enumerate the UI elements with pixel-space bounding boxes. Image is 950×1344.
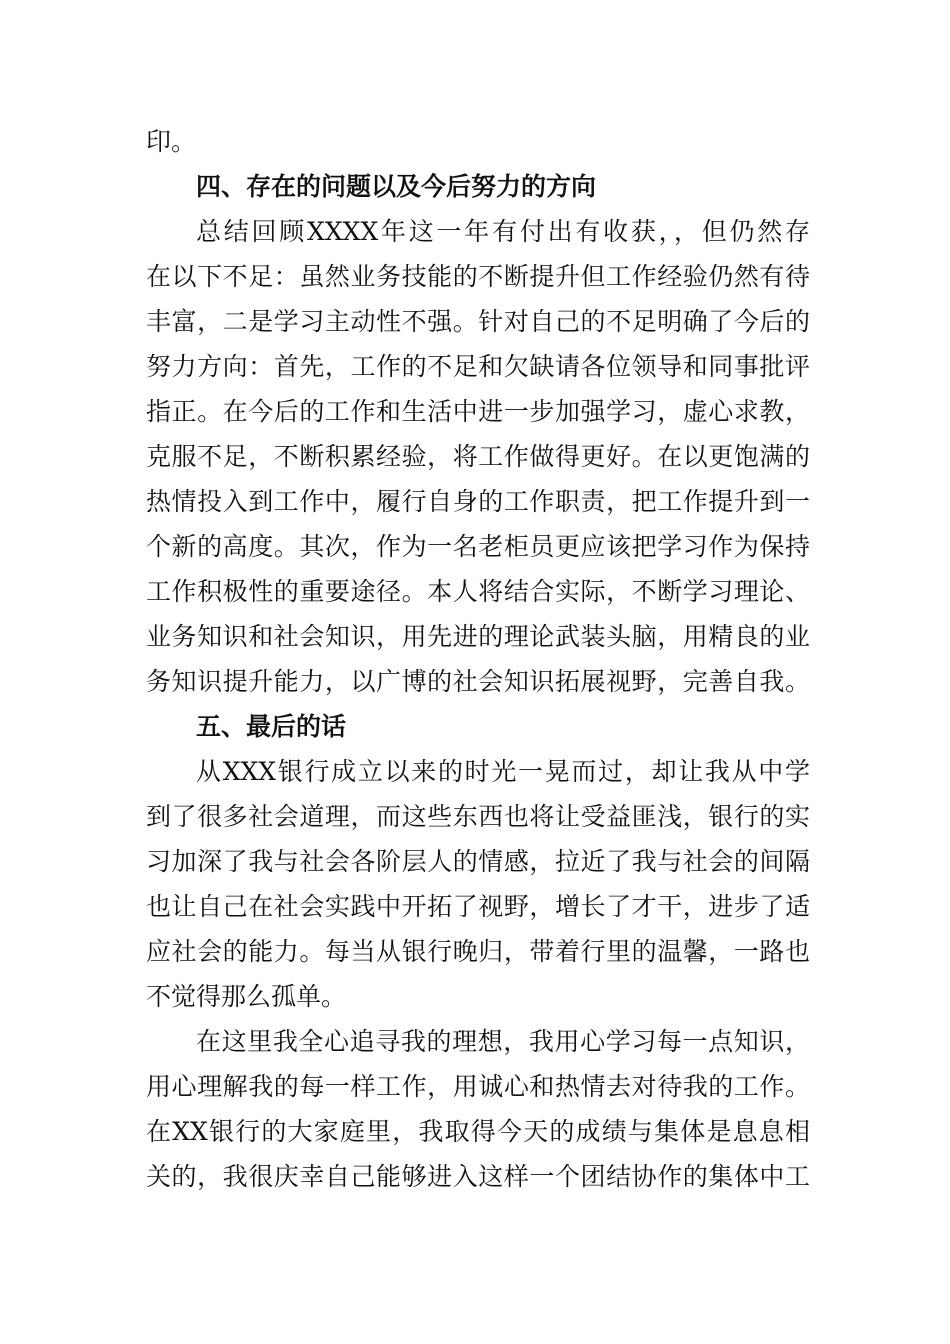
paragraph-line: 也让自己在社会实践中开拓了视野，增长了才干，进步了适 [146,892,810,921]
paragraph-line: 在XX银行的大家庭里，我取得今天的成绩与集体是息息相 [146,1117,810,1146]
section-heading-final-words: 五、最后的话 [196,712,347,741]
paragraph-line: 用心理解我的每一样工作，用诚心和热情去对待我的工作。 [146,1072,810,1101]
paragraph-line: 务知识提升能力，以广博的社会知识拓展视野，完善自我。 [146,667,810,696]
paragraph-line: 习加深了我与社会各阶层人的情感，拉近了我与社会的间隔 [146,847,810,876]
paragraph-line: 到了很多社会道理，而这些东西也将让受益匪浅，银行的实 [146,802,810,831]
paragraph-line: 个新的高度。其次，作为一名老柜员更应该把学习作为保持 [146,532,810,561]
paragraph-line: 应社会的能力。每当从银行晚归，带着行里的温馨，一路也 [146,937,810,966]
section-heading-problems: 四、存在的问题以及今后努力的方向 [196,172,597,201]
paragraph-line: 指正。在今后的工作和生活中进一步加强学习，虚心求教， [146,397,810,426]
paragraph-line: 工作积极性的重要途径。本人将结合实际，不断学习理论、 [146,577,810,606]
paragraph-line: 在以下不足：虽然业务技能的不断提升但工作经验仍然有待 [146,262,810,291]
paragraph-line: 业务知识和社会知识，用先进的理论武装头脑，用精良的业 [146,622,810,651]
carry-over-line: 印。 [146,127,197,156]
paragraph-line: 丰富，二是学习主动性不强。针对自己的不足明确了今后的 [146,307,810,336]
paragraph-line: 关的，我很庆幸自己能够进入这样一个团结协作的集体中工 [146,1162,810,1191]
paragraph-line: 不觉得那么孤单。 [146,982,347,1011]
paragraph-line: 热情投入到工作中，履行自身的工作职责，把工作提升到一 [146,487,810,516]
paragraph-line: 在这里我全心追寻我的理想，我用心学习每一点知识， [196,1027,810,1056]
paragraph-line: 努力方向：首先，工作的不足和欠缺请各位领导和同事批评 [146,352,810,381]
paragraph-line: 从XXX银行成立以来的时光一晃而过，却让我从中学 [196,757,810,786]
paragraph-line: 克服不足，不断积累经验，将工作做得更好。在以更饱满的 [146,442,810,471]
paragraph-line: 总结回顾XXXX年这一年有付出有收获，，但仍然存 [196,217,810,246]
